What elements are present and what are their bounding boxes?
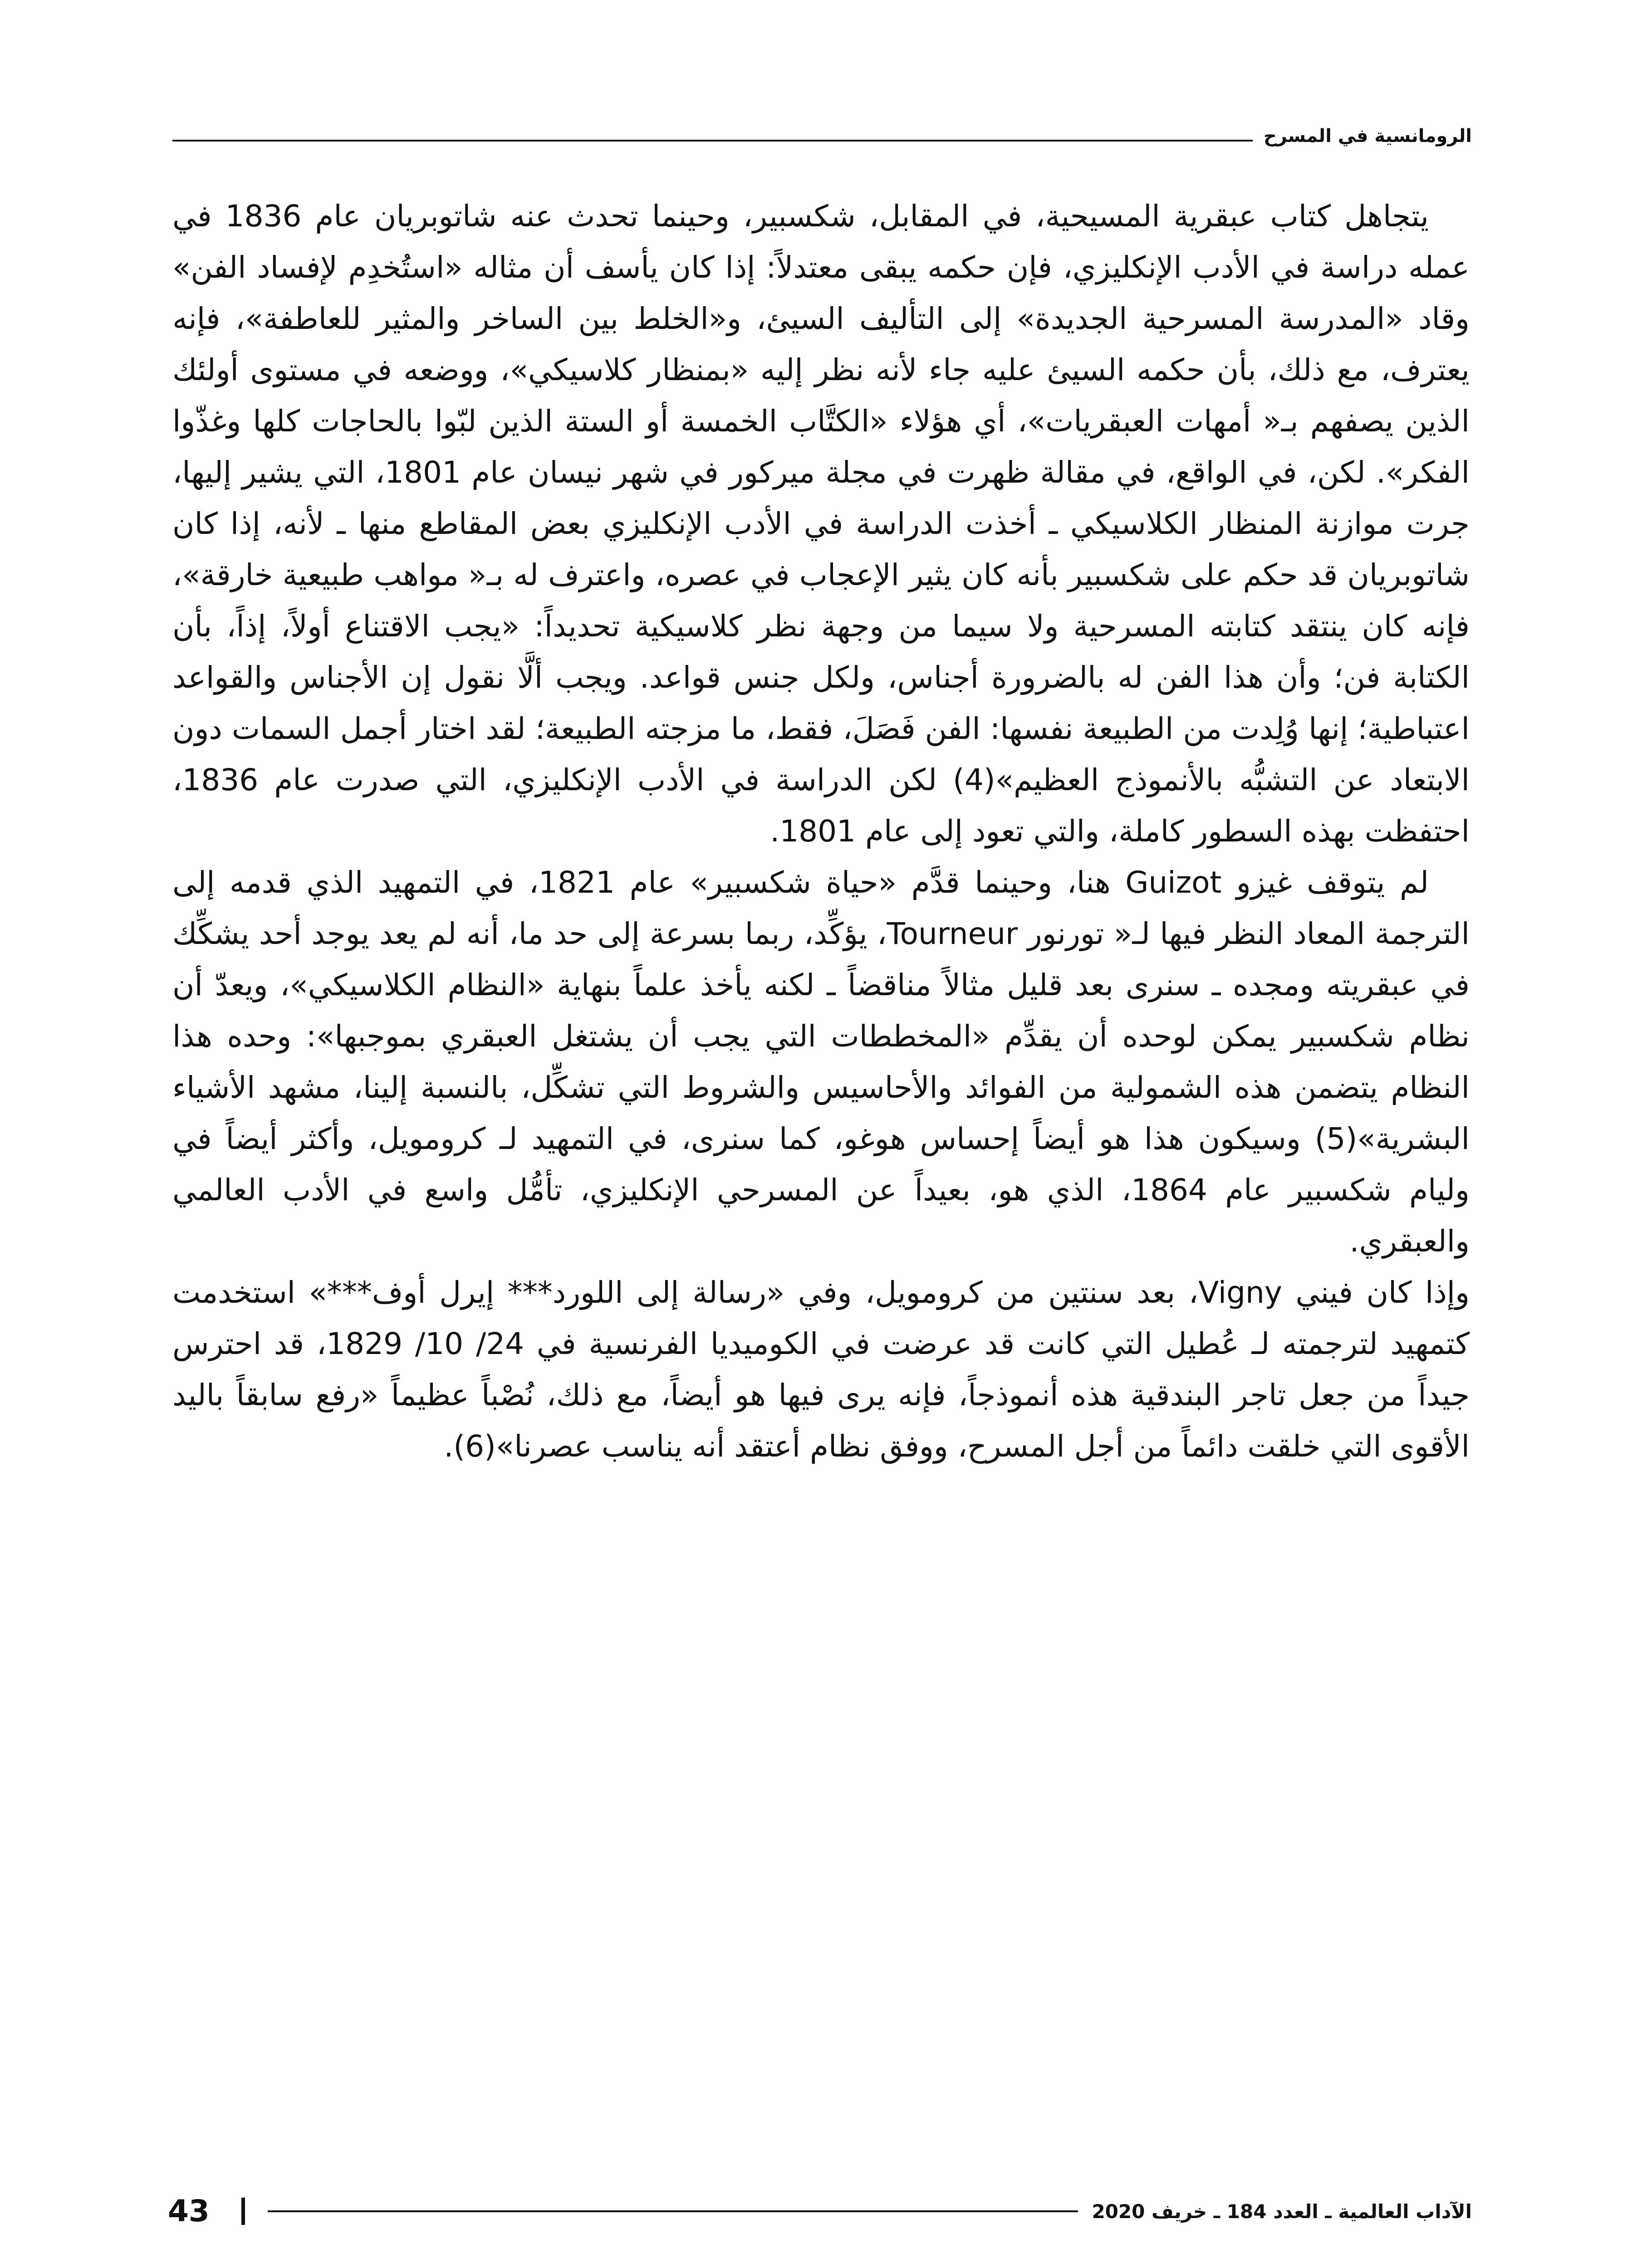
page-footer (168, 2195, 1472, 2227)
footer-separator (241, 2198, 245, 2225)
paragraph-2: لم يتوقف غيزو Guizot هنا، وحينما قدَّم «حياة شكسبير» عام 1821، في التمهيد الذي قدمه إلى الترجمة المعاد النظر فيها لـ« تورنور Tourneur، يؤكِّد، ربما بسرعة إلى حد ما، أنه لم يعد يوجد أحد يشكِّك في عبقريته ومجده ـ سنرى بعد قليل مثالاً مناقضاً ـ لكنه يأخذ علماً بنهاية «النظام الكلاسيكي»، ويعدّ أن نظام شكسبير يمكن لوحده أن يقدِّم «المخططات التي يجب أن يشتغل العبقري بموجبها»: وحده هذا النظام يتضمن هذه الشمولية من الفوائد والأحاسيس والشروط التي تشكِّل، بالنسبة إلينا، مشهد الأشياء البشرية»(5) وسيكون هذا هو أيضاً إحساس هوغو، كما سنرى، في التمهيد لـ كرومويل، وأكثر أيضاً في وليام شكسبير عام 1864، الذي هو، بعيداً عن المسرحي الإنكليزي، تأمُّل واسع في الأدب العالمي والعبقري. (172, 865, 1470, 1259)
footer-rule (268, 2210, 1078, 2212)
journal-issue: الآداب العالمية ـ العدد 184 ـ خريف 2020 (1092, 2200, 1472, 2223)
header-rule (172, 140, 1253, 142)
paragraph-1: يتجاهل كتاب عبقرية المسيحية، في المقابل، شكسبير، وحينما تحدث عنه شاتوبريان عام 1836 في عمله دراسة في الأدب الإنكليزي، فإن حكمه يبقى معتدلاً: إذا كان يأسف أن مثاله «استُخدِم لإفساد الفن» وقاد «المدرسة المسرحية الجديدة» إلى التأليف السيئ، و«الخلط بين الساخر والمثير للعاطفة»، فإنه يعترف، مع ذلك، بأن حكمه السيئ عليه جاء لأنه نظر إليه «بمنظار كلاسيكي»، ووضعه في مستوى أولئك الذين يصفهم بـ« أمهات العبقريات»، أي هؤلاء «الكتَّاب الخمسة أو الستة الذين لبّوا بالحاجات كلها وغذّوا الفكر». لكن، في الواقع، في مقالة ظهرت في مجلة ميركور في شهر نيسان عام 1801، التي يشير إليها، جرت موازنة المنظار الكلاسيكي ـ أخذت الدراسة في الأدب الإنكليزي بعض المقاطع منها ـ لأنه، إذا كان شاتوبريان قد حكم على شكسبير بأنه كان يثير الإعجاب في عصره، واعترف له بـ« مواهب طبيعية خارقة»، فإنه كان ينتقد كتابته المسرحية ولا سيما من وجهة نظر كلاسيكية تحديداً: «يجب الاقتناع أولاً، إذاً، بأن الكتابة فن؛ وأن هذا الفن له بالضرورة أجناس، ولكل جنس قواعد. ويجب ألَّا نقول إن الأجناس والقواعد اعتباطية؛ إنها وُلِدت من الطبيعة نفسها: الفن فَصَلَ، فقط، ما مزجته الطبيعة؛ لقد اختار أجمل السمات دون الابتعاد عن التشبُّه بالأنموذج العظيم»(4) لكن الدراسة في الأدب الإنكليزي، التي صدرت عام 1836، احتفظت بهذه السطور كاملة، والتي تعود إلى عام 1801. (172, 199, 1470, 849)
page-number: 43 (168, 2194, 210, 2229)
running-title: الرومانسية في المسرح (1263, 126, 1472, 147)
article-body (172, 191, 1470, 1472)
paragraph-3: وإذا كان فيني Vigny، بعد سنتين من كرومويل، وفي «رسالة إلى اللورد*** إيرل أوف***» استخدمت كتمهيد لترجمته لـ عُطيل التي كانت قد عرضت في الكوميديا الفرنسية في 24/ 10/ 1829، قد احترس جيداً من جعل تاجر البندقية هذه أنموذجاً، فإنه يرى فيها هو أيضاً، مع ذلك، نُصْباً عظيماً «رفع سابقاً باليد الأقوى التي خلقت دائماً من أجل المسرح، ووفق نظام أعتقد أنه يناسب عصرنا»(6). (172, 1275, 1470, 1464)
running-header (172, 113, 1472, 145)
